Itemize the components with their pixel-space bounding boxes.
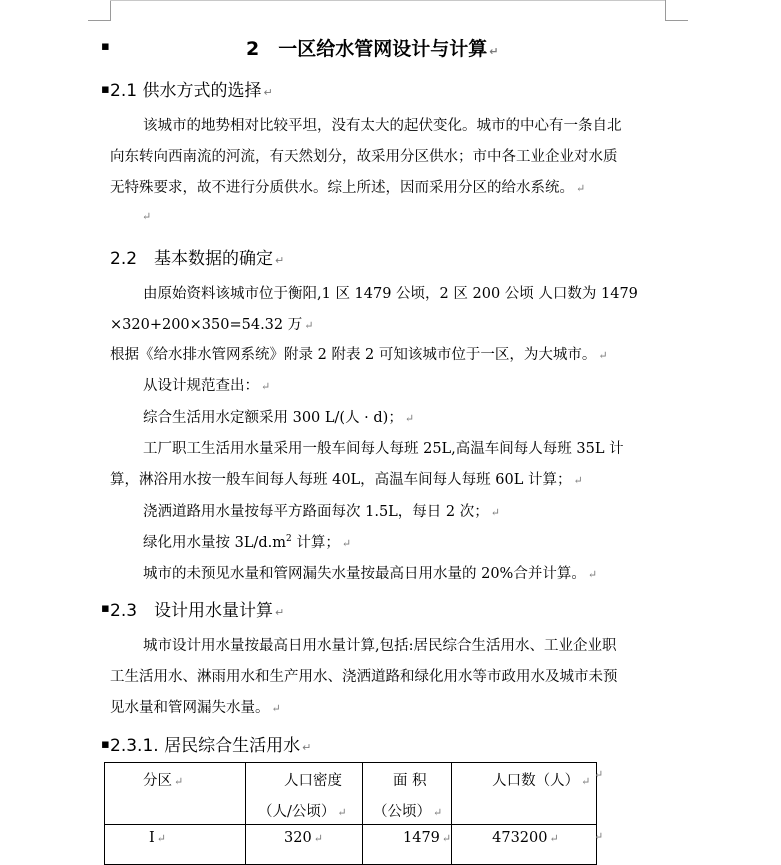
header-text: （人/公顷） — [258, 804, 336, 820]
paragraph-mark: ↵ — [304, 319, 314, 332]
superscript: 2 — [286, 534, 292, 545]
cell-text: Ⅰ — [149, 830, 155, 846]
paragraph-mark: ↵ — [598, 349, 608, 362]
text-span: 见水量和管网漏失水量。 — [110, 700, 270, 716]
text-span: 综合生活用水定额采用 300 L/(人 · d)； — [143, 410, 403, 426]
text-line: 工厂职工生活用水量采用一般车间每人每班 25L,高温车间每人每班 35L 计 — [143, 441, 624, 457]
text-span: 城市的未预见水量和管网漏失水量按最高日用水量的 20%合并计算。 — [143, 566, 586, 582]
text-line — [110, 343, 608, 364]
header-text: 人口数（人） — [492, 773, 580, 789]
paragraph-mark: ↵ — [337, 806, 347, 819]
paragraph-mark: ↵ — [313, 832, 323, 845]
bullet-marker: ▪ — [101, 601, 110, 616]
section-heading-2-2 — [110, 244, 284, 269]
header-text: 人口密度 — [284, 773, 342, 789]
paragraph-mark: ↵ — [587, 568, 598, 581]
paragraph-mark: ↵ — [302, 741, 312, 754]
header-population — [452, 763, 597, 825]
text-span: 根据《给水排水管网系统》附录 2 附表 2 可知该城市位于一区，为大城市。 — [110, 347, 597, 363]
cell-zone — [105, 825, 246, 865]
paragraph-mark: ↵ — [275, 254, 285, 267]
paragraph-mark: ↵ — [549, 832, 559, 845]
text-span: 绿化用水量按 3L/d.m — [143, 535, 286, 551]
bullet-marker: ▪ — [101, 39, 110, 54]
text-span: 无特殊要求，故不进行分质供水。综上所述，因而采用分区的给水系统。 — [110, 180, 574, 196]
header-text: （公顷） — [373, 804, 431, 820]
population-table — [104, 762, 597, 865]
paragraph-mark: ↵ — [433, 806, 443, 819]
text-line: 工生活用水、淋雨用水和生产用水、浇洒道路和绿化用水等市政用水及城市未预 — [110, 669, 618, 685]
text-span: 计算； — [296, 535, 340, 551]
heading-text: 2.3 设计用水量计算 — [110, 601, 274, 621]
cell-text: 473200 — [492, 830, 548, 846]
page-title-text: 2 一区给水管网设计与计算 — [246, 38, 488, 60]
top-margin-line — [110, 0, 665, 2]
text-line — [143, 406, 414, 427]
header-text: 分区 — [143, 773, 172, 789]
paragraph-mark: ↵ — [441, 832, 452, 845]
text-span: 从设计规范查出： — [143, 378, 259, 394]
paragraph-mark: ↵ — [404, 412, 415, 425]
text-line — [143, 531, 351, 552]
text-span: ×320+200×350=54.32 万 — [110, 317, 303, 333]
crop-mark-top-left — [88, 0, 111, 21]
text-span: 算，淋浴用水按一般车间每人每班 40L，高温车间每人每班 60L 计算； — [110, 472, 572, 488]
section-heading-2-3-1 — [110, 731, 311, 756]
header-area — [363, 763, 452, 825]
text-line — [143, 562, 597, 583]
text-line — [110, 468, 583, 489]
header-density — [246, 763, 363, 825]
paragraph-mark: ↵ — [489, 45, 499, 58]
text-line: 由原始资料该城市位于衡阳,1 区 1479 公顷，2 区 200 公顷 人口数为 1479 — [143, 286, 638, 302]
paragraph-mark: ↵ — [576, 182, 586, 195]
row-end-mark: ↵ — [594, 830, 604, 843]
cell-text: 1479 — [403, 830, 440, 846]
header-zone — [105, 763, 246, 825]
cell-area — [363, 825, 452, 865]
paragraph-mark: ↵ — [581, 775, 591, 788]
text-line: 向东转向西南流的河流，有天然划分，故采用分区供水；市中各工业企业对水质 — [110, 149, 618, 165]
section-heading-2-3 — [110, 596, 284, 621]
text-line: 该城市的地势相对比较平坦，没有太大的起伏变化。城市的中心有一条自北 — [143, 118, 622, 134]
heading-text: 2.3.1. 居民综合生活用水 — [110, 736, 301, 756]
text-line — [143, 500, 500, 521]
text-line: 城市设计用水量按最高日用水量计算,包括:居民综合生活用水、工业企业职 — [143, 638, 617, 654]
row-end-mark: ↵ — [594, 768, 604, 781]
paragraph-mark: ↵ — [271, 702, 281, 715]
paragraph-mark: ↵ — [263, 86, 273, 99]
text-line — [110, 176, 585, 197]
paragraph-mark: ↵ — [573, 474, 583, 487]
bullet-marker: ▪ — [101, 82, 110, 97]
text-line — [110, 313, 313, 334]
paragraph-mark: ↵ — [275, 606, 285, 619]
cell-density — [246, 825, 363, 865]
paragraph-mark: ↵ — [490, 506, 500, 519]
paragraph-mark: ↵ — [156, 832, 166, 845]
page-title — [246, 34, 498, 61]
section-heading-2-1 — [110, 76, 273, 101]
text-line — [110, 696, 281, 717]
cell-text: 320 — [284, 830, 312, 846]
heading-text: 2.2 基本数据的确定 — [110, 249, 274, 269]
crop-mark-top-right — [665, 0, 688, 21]
paragraph-mark: ↵ — [174, 775, 184, 788]
text-line — [143, 374, 270, 395]
paragraph-mark: ↵ — [261, 380, 271, 393]
table-row — [105, 825, 597, 865]
paragraph-mark: ↵ — [142, 210, 152, 223]
table-header-row — [105, 763, 597, 825]
heading-text: 2.1 供水方式的选择 — [110, 81, 262, 101]
cell-population — [452, 825, 597, 865]
header-text: 面 积 — [393, 773, 427, 789]
paragraph-mark: ↵ — [341, 537, 352, 550]
bullet-marker: ▪ — [101, 737, 110, 752]
text-span: 浇洒道路用水量按每平方路面每次 1.5L，每日 2 次； — [143, 504, 489, 520]
